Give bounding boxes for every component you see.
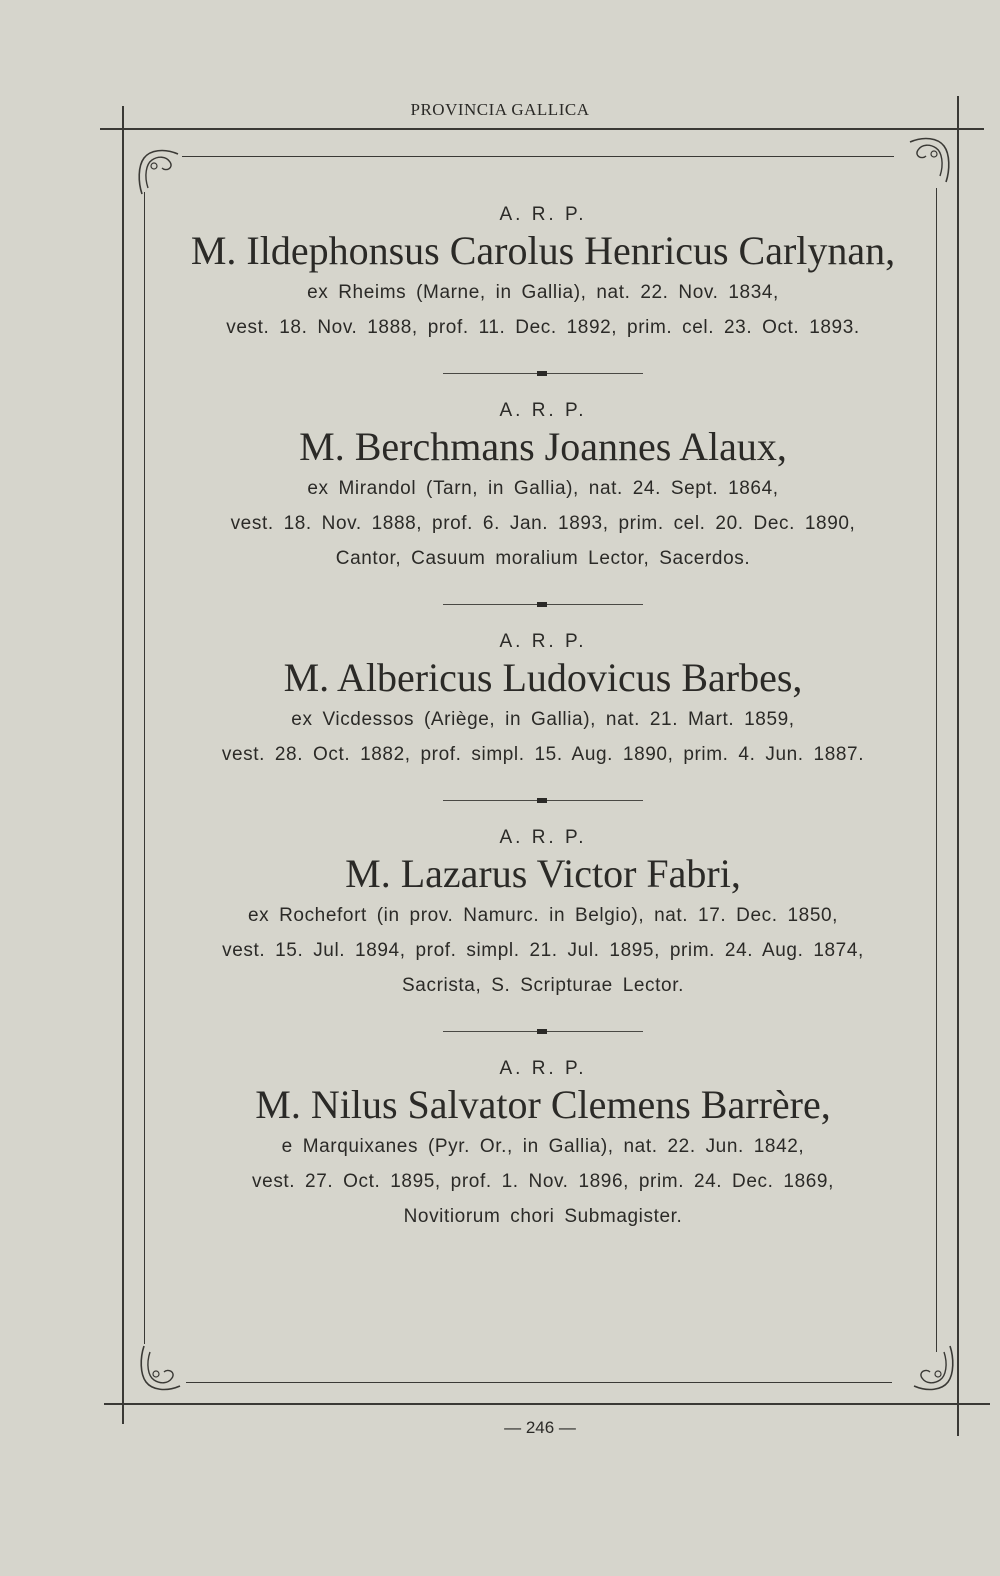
entry-line: Novitiorum chori Submagister.: [403, 1206, 683, 1227]
entry-line: vest. 28. Oct. 1882, prof. simpl. 15. Aug. 1890, prim. 4. Jun. 1887.: [221, 744, 865, 765]
entry-title: A. R. P.: [499, 1058, 587, 1079]
entry-name: M. Albericus Ludovicus Barbes,: [283, 655, 803, 700]
top-rule: [100, 128, 984, 130]
entry-line: vest. 18. Nov. 1888, prof. 11. Dec. 1892, prim. cel. 23. Oct. 1893.: [226, 317, 860, 338]
corner-ornament-icon: [134, 142, 192, 200]
entry-fabri: [150, 826, 936, 1003]
entry-name: M. Nilus Salvator Clemens Barrère,: [255, 1082, 831, 1127]
entry-name: M. Ildephonsus Carolus Henricus Carlynan,: [190, 228, 896, 273]
bottom-rule: [104, 1403, 990, 1405]
running-title: PROVINCIA GALLICA: [410, 100, 590, 119]
entry-carlynan: [150, 203, 936, 345]
entry-line: e Marquixanes (Pyr. Or., in Gallia), nat. 22. Jun. 1842,: [281, 1136, 805, 1157]
entry-title: A. R. P.: [499, 204, 587, 225]
separator-rule: [443, 788, 643, 812]
entry-line: ex Rheims (Marne, in Gallia), nat. 22. Nov. 1834,: [307, 282, 779, 303]
inner-top-rule: [182, 156, 894, 157]
corner-ornament-icon: [900, 1340, 958, 1398]
entry-title: A. R. P.: [499, 631, 587, 652]
right-outer-rule: [957, 96, 959, 1436]
left-outer-rule: [122, 106, 124, 1424]
entry-line: vest. 18. Nov. 1888, prof. 6. Jan. 1893, prim. cel. 20. Dec. 1890,: [230, 513, 856, 534]
entry-line: ex Mirandol (Tarn, in Gallia), nat. 24. Sept. 1864,: [307, 478, 779, 499]
entry-title: A. R. P.: [499, 400, 587, 421]
entry-line: Cantor, Casuum moralium Lector, Sacerdos.: [335, 548, 751, 569]
entry-line: ex Vicdessos (Ariège, in Gallia), nat. 21. Mart. 1859,: [291, 709, 795, 730]
separator-rule: [443, 361, 643, 385]
entry-line: vest. 15. Jul. 1894, prof. simpl. 21. Jul. 1895, prim. 24. Aug. 1874,: [222, 940, 864, 961]
separator-rule: [443, 592, 643, 616]
inner-bottom-rule: [186, 1382, 892, 1383]
entry-line: Sacrista, S. Scripturae Lector.: [402, 975, 684, 996]
entry-line: vest. 27. Oct. 1895, prof. 1. Nov. 1896, prim. 24. Dec. 1869,: [252, 1171, 834, 1192]
entry-barrere: [150, 1057, 936, 1234]
entry-title: A. R. P.: [499, 827, 587, 848]
entry-barbes: [150, 630, 936, 772]
entry-alaux: [150, 399, 936, 576]
inner-right-rule: [936, 188, 937, 1352]
entry-name: M. Berchmans Joannes Alaux,: [299, 424, 787, 469]
inner-left-rule: [144, 192, 145, 1344]
corner-ornament-icon: [896, 130, 954, 188]
entry-name: M. Lazarus Victor Fabri,: [345, 851, 741, 896]
entries-list: [150, 197, 936, 1234]
separator-rule: [443, 1019, 643, 1043]
page-number: — 246 —: [504, 1418, 576, 1437]
entry-line: ex Rochefort (in prov. Namurc. in Belgio), nat. 17. Dec. 1850,: [247, 905, 839, 926]
corner-ornament-icon: [136, 1340, 194, 1398]
